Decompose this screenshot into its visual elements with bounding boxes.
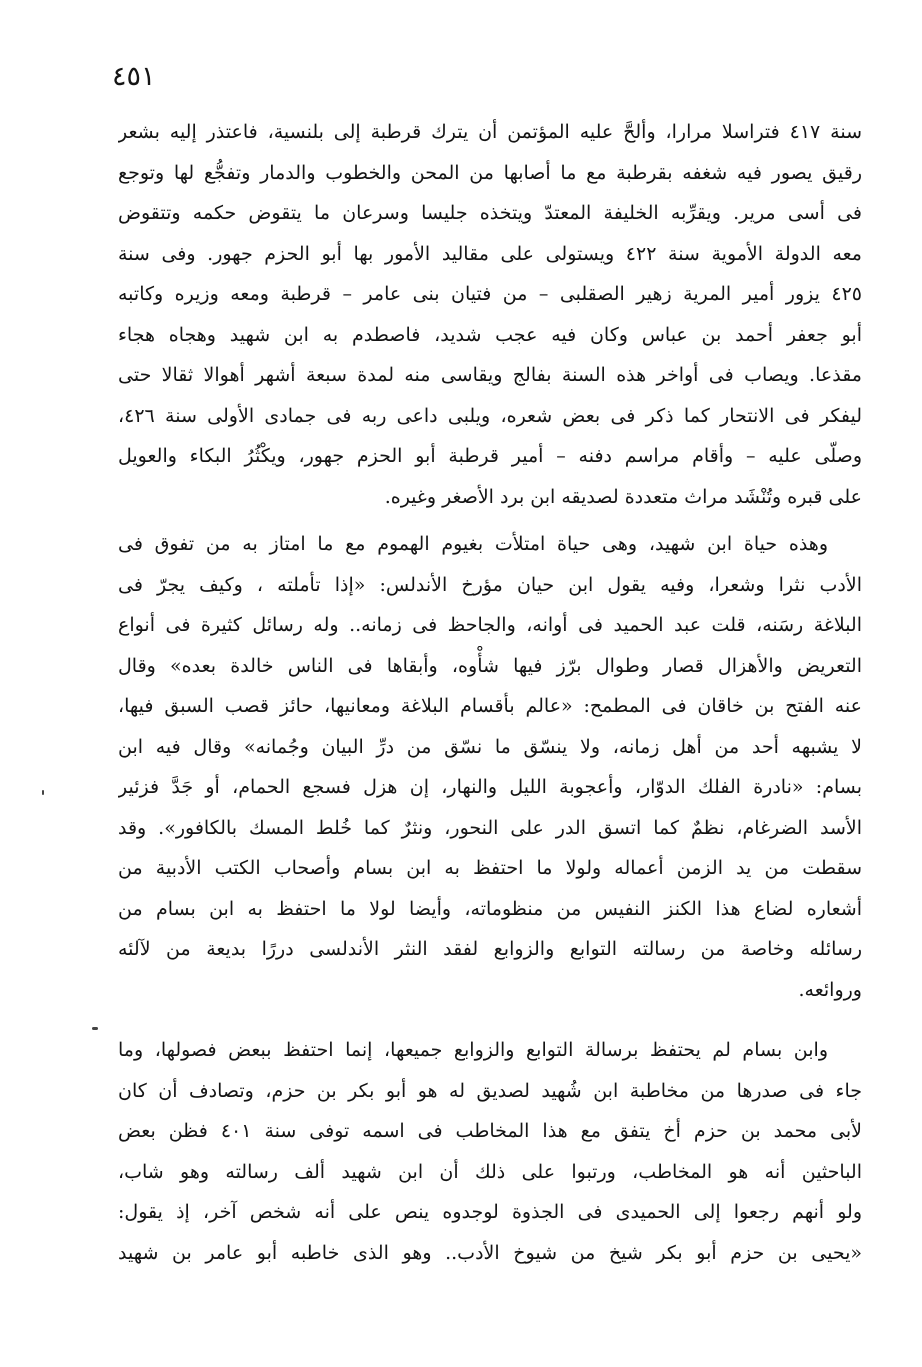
text-line: لا يشبهه أحد من أهل زمانه، ولا ينسّق ما نسّق من درِّ البيان وجُمانه» وقال فيه ابن [118,735,862,758]
paragraph-3 [118,1030,862,1273]
text-line: البلاغة رسَنه، قلت عبد الحميد فى أوانه، والجاحظ فى زمانه.. وله رسائل كثيرة فى أنواع [118,614,862,636]
text-line: ليفكر فى الانتحار كما ذكر فى بعض شعره، ويلبى داعى ربه فى جمادى الأولى سنة ٤٢٦، [118,404,862,427]
text-line: بسام: «نادرة الفلك الدوّار، وأعجوبة الليل والنهار، إن هزل فسجع الحمام، أو جَدَّ فزئير [118,776,862,798]
text-line: رسائله وخاصة من رسالته التوابع والزوابع لفقد النثر الأندلسى دررًا بديعة من لآلئه [118,938,862,960]
paragraph-2 [118,524,862,1010]
margin-speck [42,790,44,795]
text-line: مقذعا. ويصاب فى أواخر هذه السنة بفالج ويقاسى منه لمدة سبعة أشهر أهوالا ثقالا حتى [118,364,862,386]
text-line: الأدب نثرا وشعرا، وفيه يقول ابن حيان مؤرخ الأندلس: «إذا تأملته ، وكيف يجرّ فى [118,573,862,596]
text-line: الباحثين أنه هو المخاطب، ورتبوا على ذلك أن ابن شهيد ألف رسالته وهو شاب، [118,1160,862,1183]
text-line: وهذه حياة ابن شهيد، وهى حياة امتلأت بغيوم الهموم مع ما امتاز به من تفوق فى [118,533,828,555]
margin-speck [92,1027,98,1030]
text-line: التعريض والأهزال قصار وطوال برّز فيها شأْوه، وأبقاها فى الناس خالدة بعده» وقال [118,654,862,677]
text-line: لأبى محمد بن حزم أخ يتفق مع هذا المخاطب فى اسمه توفى سنة ٤٠١ فظن بعض [118,1120,862,1142]
text-line: «يحيى بن حزم أبو بكر شيخ من شيوخ الأدب.. وهو الذى خاطبه أبو عامر بن شهيد [118,1241,862,1264]
text-line: الأسد الضرغام، نظمٌ كما اتسق الدر على النحور، ونثرٌ كما خُلط المسك بالكافور». وقد [118,816,862,839]
text-line: وابن بسام لم يحتفظ برسالة التوابع والزوابع جميعها، إنما احتفظ ببعض فصولها، وما [118,1039,828,1061]
text-line: ولو أنهم رجعوا إلى الحميدى فى الجذوة لوجدوه ينص على أنه شخص آخر، إذ يقول: [118,1201,862,1223]
text-line: أبو جعفر أحمد بن عباس وكان فيه عجب شديد، فاصطدم به ابن شهيد وهجاه هجاء [118,323,862,346]
text-line: وروائعه. [798,978,862,1001]
text-line: معه الدولة الأموية سنة ٤٢٢ ويستولى على مقاليد الأمور بها أبو الحزم جهور. وفى سنة [118,242,862,265]
text-line: ٤٢٥ يزور أمير المرية زهير الصقلبى – من فتيان بنى عامر – قرطبة ومعه وزيره وكاتبه [118,283,862,305]
text-line: على قبره وتُنْشَد مراث متعددة لصديقه ابن برد الأصغر وغيره. [384,485,862,508]
text-line: جاء فى صدرها من مخاطبة ابن شُهيد لصديق له هو أبو بكر بن حزم، وتصادف أن كان [118,1079,862,1102]
page-number: ٤٥١ [112,61,156,92]
text-line: سقطت من يد الزمن أعماله ولولا ما احتفظ به ابن بسام وأصحاب الكتب الأدبية من [118,857,862,879]
text-line: عنه الفتح بن خاقان فى المطمح: «عالم بأقسام البلاغة ومعانيها، حائز قصب السبق فيها، [118,695,862,717]
text-line: أشعاره لضاع هذا الكنز النفيس من منظوماته، وأيضا لولا ما احتفظ به ابن بسام من [118,897,862,920]
text-line: فى أسى مرير. ويقرِّبه الخليفة المعتدّ ويتخذه جليسا وسرعان ما يتقوض حكمه وتتقوض [118,202,862,224]
paragraph-1 [118,112,862,517]
text-line: رقيق يصور فيه شغفه بقرطبة مع ما أصابها من المحن والخطوب والدمار وتفجُّع لها وتوجع [118,161,862,184]
text-line: سنة ٤١٧ فتراسلا مرارا، وألحَّ عليه المؤتمن أن يترك قرطبة إلى بلنسية، فاعتذر إليه بشعر [118,121,862,143]
text-line: وصلّى عليه – وأقام مراسم دفنه – أمير قرطبة أبو الحزم جهور، ويكْثُرُ البكاء والعويل [118,445,862,467]
